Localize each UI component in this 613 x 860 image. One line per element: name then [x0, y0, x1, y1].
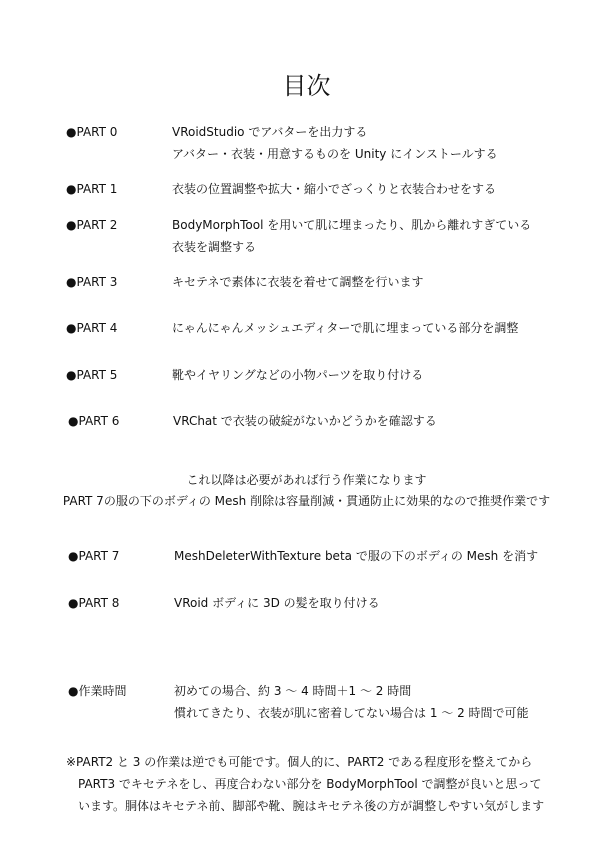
footnote-line: ※PART2 と 3 の作業は逆でも可能です。個人的に、PART2 である程度形を整えてから [66, 755, 533, 769]
optional-notice-line2: PART 7の服の下のボディの Mesh 削除は容量削減・貫通防止に効果的なので推奨作業です [62, 494, 551, 508]
work-time-line: 慣れてきたり、衣装が肌に密着してない場合は 1 ～ 2 時間で可能 [174, 706, 529, 720]
toc-label: ●PART 1 [66, 182, 118, 196]
toc-label: ●PART 2 [66, 218, 118, 232]
toc-description: 靴やイヤリングなどの小物パーツを取り付ける [172, 368, 424, 382]
toc-description: MeshDeleterWithTexture beta で服の下のボディの Mesh を消す [174, 549, 539, 563]
toc-label: ●PART 5 [66, 368, 118, 382]
footnote-line: PART3 でキセテネをし、再度合わない部分を BodyMorphTool で調整が良いと思って [78, 777, 542, 791]
toc-description: VRoidStudio でアバターを出力する [172, 125, 368, 139]
page-title: 目次 [282, 72, 331, 100]
toc-label: ●PART 6 [68, 414, 120, 428]
toc-label: ●PART 8 [68, 596, 120, 610]
work-time-label: ●作業時間 [68, 684, 127, 698]
toc-description: 衣装の位置調整や拡大・縮小でざっくりと衣装合わせをする [172, 182, 497, 196]
toc-description: VRoid ボディに 3D の髪を取り付ける [174, 596, 380, 610]
toc-description: にゃんにゃんメッシュエディターで肌に埋まっている部分を調整 [172, 321, 519, 335]
toc-description: 衣装を調整する [172, 240, 257, 254]
toc-label: ●PART 0 [66, 125, 118, 139]
toc-description: BodyMorphTool を用いて肌に埋まったり、肌から離れすぎている [172, 218, 532, 232]
footnote-line: います。胴体はキセテネ前、脚部や靴、腕はキセテネ後の方が調整しやすい気がします [78, 799, 545, 813]
toc-label: ●PART 3 [66, 275, 118, 289]
toc-description: VRChat で衣装の破綻がないかどうかを確認する [173, 414, 437, 428]
toc-label: ●PART 7 [68, 549, 120, 563]
toc-description: アバター・衣装・用意するものを Unity にインストールする [172, 147, 498, 161]
toc-label: ●PART 4 [66, 321, 118, 335]
work-time-line: 初めての場合、約 3 ～ 4 時間＋1 ～ 2 時間 [174, 684, 412, 698]
optional-notice-line1: これ以降は必要があれば行う作業になります [186, 473, 427, 487]
toc-description: キセテネで素体に衣装を着せて調整を行います [172, 275, 424, 289]
